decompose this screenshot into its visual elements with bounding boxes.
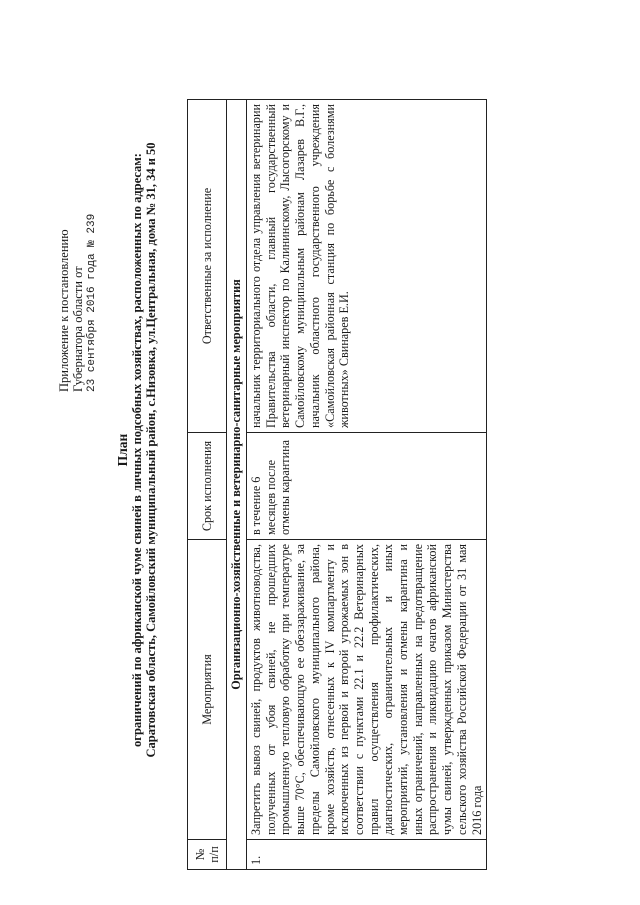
row-responsible: начальник территориального отдела управления ветеринарии Правительства области, главный государственный ветеринарный инспектор по Калининскому, Лысогорскому и Самойловскому муниципальным районам Лазарев В.Г., начальник областного государственного учреждения «Самойловская районная станция по борьбе с болезнями животных» Свинарев Е.И.: [247, 100, 487, 433]
section-title: Организационно-хозяйственные и ветеринарно-санитарные мероприятия: [227, 100, 247, 870]
plan-subtitle-1: ограничений по африканской чуме свиней в личных подсобных хозяйствах, расположенных по адресам:: [130, 153, 144, 747]
row-term: в течение 6 месяцев после отмены карантина: [247, 433, 487, 540]
plan-title: [115, 20, 158, 880]
row-measure: Запретить вывоз свиней, продуктов животноводства, полученных от убоя свиней, не прошедших промышленную тепловую обработку при температуре выше 70°С, обеспечивающую ее обеззараживание, за пределы Самойловского муниципального района, кроме хозяйств, отнесенных к IV компартменту и исключенных из первой и второй угрожаемых зон в соответствии с пунктами 22.1 и 22.2 Ветеринарных правил осуществления профилактических, диагностических, ограничительных и иных мероприятий, установления и отмены карантина и иных ограничений, направленных на предотвращение распространения и ликвидацию очагов африканской чумы свиней, утвержденных приказом Министерства сельского хозяйства Российской Федерации от 31 мая 2016 года: [247, 540, 487, 840]
table-header-row: [188, 100, 227, 870]
header-term: Срок исполнения: [188, 433, 227, 540]
row-number: 1.: [247, 840, 487, 870]
section-row: [227, 100, 247, 870]
plan-heading: План: [115, 433, 130, 467]
rotated-document: [15, 20, 625, 880]
appendix-line-2: Губернатора области от: [71, 266, 85, 392]
appendix-note: [57, 92, 99, 392]
header-responsible: Ответственные за исполнение: [188, 100, 227, 433]
restrictions-table: [187, 99, 487, 870]
plan-subtitle-2: Саратовская область, Самойловский муниципальный район, с.Низовка, ул.Центральная, дома № 31, 34 и 50: [144, 142, 158, 758]
table-row: [247, 100, 487, 870]
header-num: № п/п: [188, 840, 227, 870]
appendix-line-1: Приложение к постановлению: [57, 229, 71, 392]
appendix-date: 23 сентября 2016 года № 239: [86, 213, 98, 392]
header-measure: Мероприятия: [188, 540, 227, 840]
